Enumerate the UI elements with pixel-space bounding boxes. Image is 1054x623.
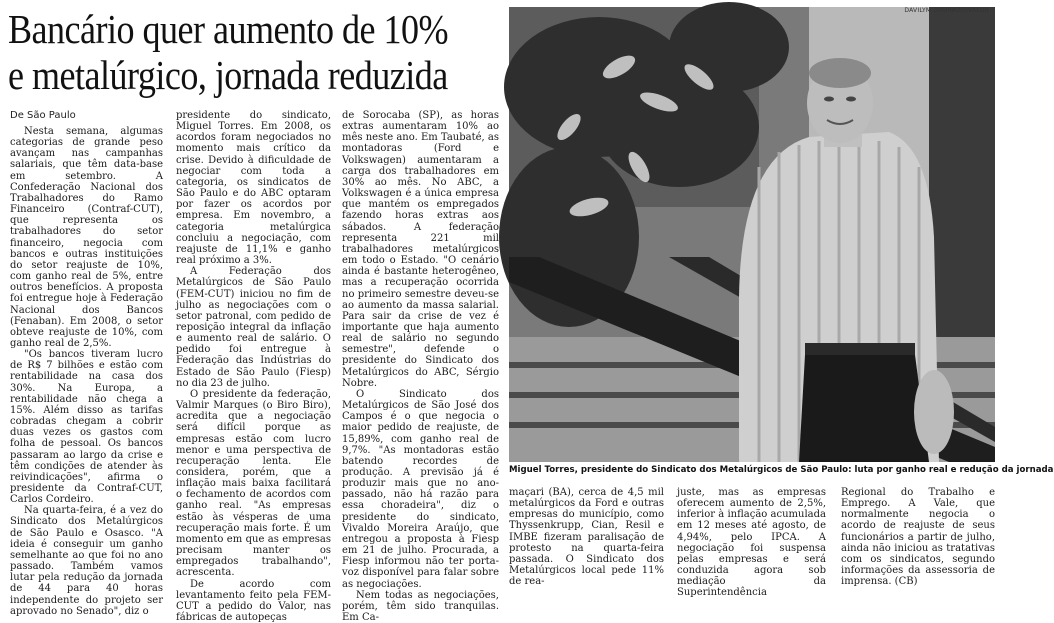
paragraph: Regional do Trabalho e Emprego. A Vale, que normalmente negocia o acordo de reajuste de seus funcionários a partir de julho, ainda não iniciou as tratativas com os sindicatos, segundo informações da assessoria de imprensa. (CB)	[841, 487, 995, 588]
article-column-1	[10, 126, 163, 617]
paragraph: presidente do sindicato, Miguel Torres. Em 2008, os acordos foram negociados no momento mais crítico da crise. Devido à dificuldade de negociar com toda a categoria, os sindicatos de São Paulo e do ABC optaram por fazer os acordos por empresa. Em novembro, a categoria metalúrgica concluiu a negociação, com reajuste de 11,1% e ganho real próximo a 3%.	[176, 110, 331, 267]
article-column-4	[509, 487, 664, 587]
paragraph: O Sindicato dos Metalúrgicos de São José dos Campos é o que negocia o maior pedido de reajuste, de 15,89%, com ganho real de 9,7%. "As montadoras estão batendo recordes de produção. A previsão já é produzir mais que no ano-passado, não há razão para essa choradeira", diz o presidente do sindicato, Vivaldo Moreira Araújo, que entregou a proposta à Fiesp em 21 de julho. Procurada, a Fiesp informou não ter porta-voz disponível para falar sobre as negociações.	[342, 388, 499, 590]
paragraph: A Federação dos Metalúrgicos de São Paulo (FEM-CUT) iniciou no fim de julho as negociações com o setor patronal, com pedido de reposição integral da inflação e aumento real de salário. O pedido foi entregue à Federação das Indústrias do Estado de São Paulo (Fiesp) no dia 23 de julho.	[176, 266, 331, 389]
paragraph: Nesta semana, algumas categorias de grande peso avançam nas campanhas salariais, que têm data-base em setembro. A Confederação Nacional dos Trabalhadores do Ramo Financeiro (Contraf-CUT), que representa os trabalhadores do setor financeiro, negocia com bancos e outras instituições do setor reajuste de 10%, com ganho real de 5%, entre outros benefícios. A proposta foi entregue hoje à Federação Nacional dos Bancos (Fenaban). Em 2008, o setor obteve reajuste de 10%, com ganho real de 2,5%.	[10, 126, 163, 349]
photo-illustration	[509, 7, 995, 462]
photo-credit: DAVILYM DOURADO/VALOR	[904, 7, 989, 14]
headline-line-1: Bancário quer aumento de 10%	[8, 6, 449, 52]
photo-caption: Miguel Torres, presidente do Sindicato dos Metalúrgicos de São Paulo: luta por ganho real e redução da jornada	[509, 465, 1054, 475]
byline: De São Paulo	[10, 110, 76, 121]
headline-line-2: e metalúrgico, jornada reduzida	[8, 52, 448, 98]
article-column-5	[677, 487, 826, 599]
article-photo	[509, 7, 995, 462]
paragraph: maçari (BA), cerca de 4,5 mil metalúrgicos da Ford e outras empresas do município, como Thyssenkrupp, Cian, Resil e IMBE fizeram paralisação de protesto na quarta-feira passada. O Sindicato dos Metalúrgicos local pede 11% de rea-	[509, 487, 664, 588]
paragraph: juste, mas as empresas oferecem aumento de 2,5%, inferior à inflação acumulada em 12 meses até agosto, de 4,94%, pelo IPCA. A negociação foi suspensa pelas empresas e será conduzida agora sob mediação da Superintendência	[677, 487, 826, 599]
paragraph: de Sorocaba (SP), as horas extras aumentaram 10% ao mês neste ano. Em Taubaté, as montadoras (Ford e Volkswagen) aumentaram a carga dos trabalhadores em 30% ao mês. No ABC, a Volkswagen é a única empresa que mantém os empregados fazendo horas extras aos sábados. A federação representa 221 mil trabalhadores metalúrgicos em todo o Estado. "O cenário ainda é bastante heterogêneo, mas a recuperação ocorrida no primeiro semestre deveu-se ao aumento da massa salarial. Para sair da crise de vez é importante que haja aumento real de salário no segundo semestre", defende o presidente do Sindicato dos Metalúrgicos do ABC, Sérgio Nobre.	[342, 110, 499, 389]
paragraph: De acordo com levantamento feito pela FEM-CUT a pedido do Valor, nas fábricas de autopeças	[176, 578, 331, 623]
headline	[8, 6, 448, 98]
paragraph: Na quarta-feira, é a vez do Sindicato dos Metalúrgicos de São Paulo e Osasco. "A ideia é conseguir um ganho semelhante ao que foi no ano passado. Também vamos lutar pela redução da jornada de 44 para 40 horas independente do projeto ser aprovado no Senado", diz o	[10, 505, 163, 617]
article-column-6	[841, 487, 995, 587]
paragraph: "Os bancos tiveram lucro de R$ 7 bilhões e estão com rentabilidade na casa dos 30%. Na Europa, a rentabilidade não chega a 15%. Além disso as tarifas cobradas chegam a cobrir duas vezes os gastos com folha de pessoal. Os bancos passaram ao largo da crise e têm condições de atender às reivindicações", afirma o presidente da Contraf-CUT, Carlos Cordeiro.	[10, 349, 163, 506]
paragraph: O presidente da federação, Valmir Marques (o Biro Biro), acredita que a negociação será difícil porque as empresas estão com lucro menor e uma perspectiva de recuperação lenta. Ele considera, porém, que a inflação mais baixa facilitará o fechamento de acordos com ganho real. "As empresas estão às vésperas de uma recuperação mais forte. É um momento em que as empresas precisam manter os empregados trabalhando", acrescenta.	[176, 388, 331, 579]
article-column-3	[342, 110, 499, 623]
paragraph: Nem todas as negociações, porém, têm sido tranquilas. Em Ca-	[342, 589, 499, 623]
article-column-2	[176, 110, 331, 623]
